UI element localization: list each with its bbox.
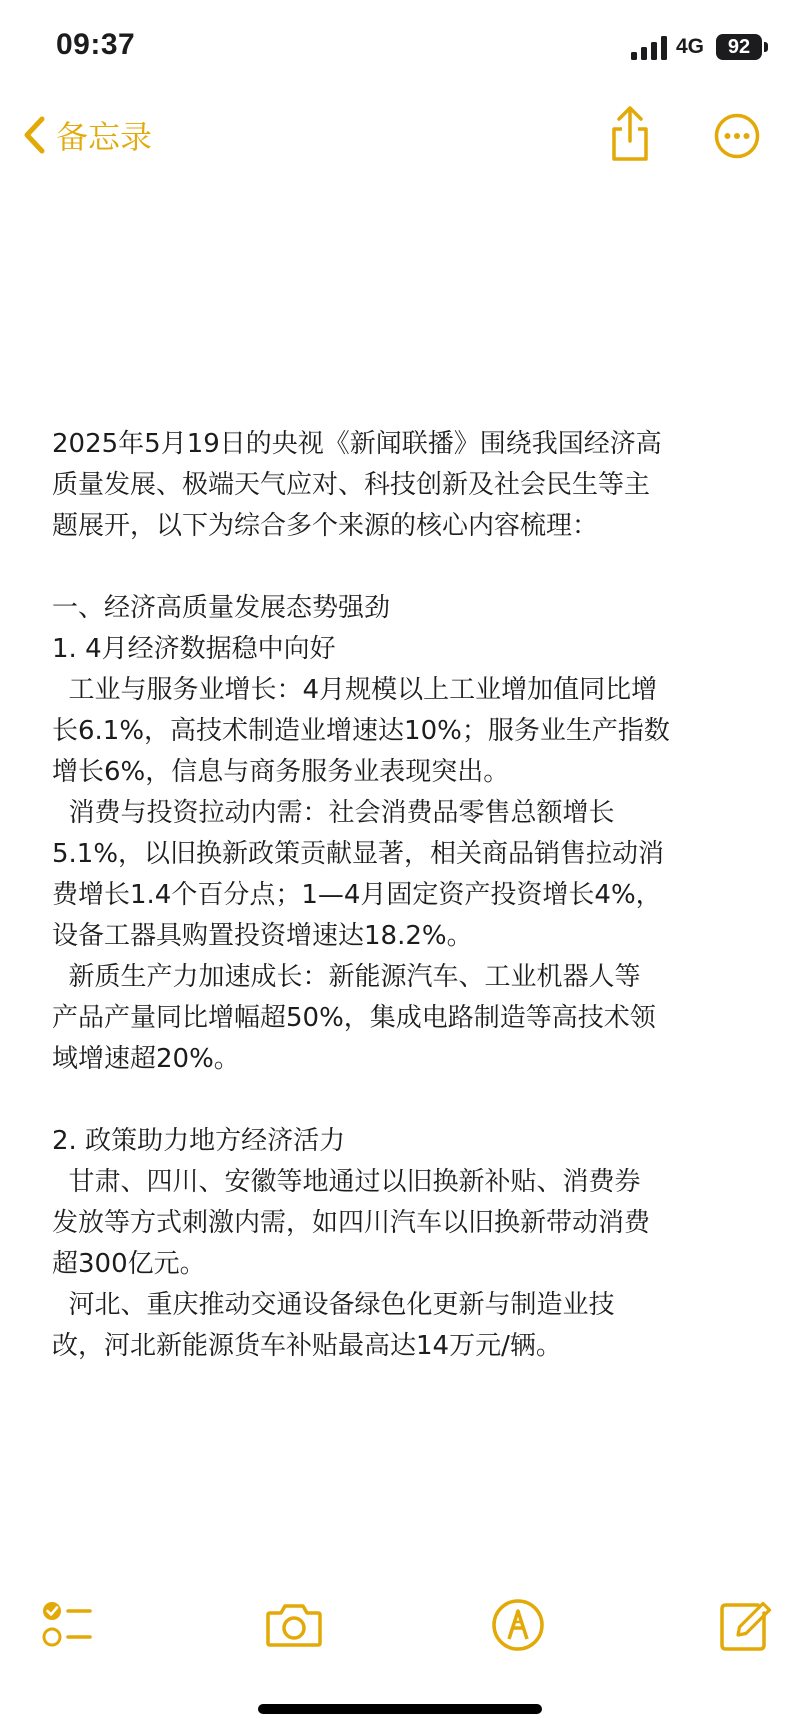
battery-cap	[764, 42, 768, 52]
note-line: 2025年5月19日的央视《新闻联播》围绕我国经济高	[52, 429, 662, 459]
status-bar	[0, 0, 800, 90]
note-line: 河北、重庆推动交通设备绿色化更新与制造业技	[52, 1290, 615, 1320]
camera-button[interactable]	[264, 1595, 324, 1655]
battery-icon	[716, 34, 762, 60]
ellipsis-circle-icon	[714, 113, 760, 159]
note-line: 甘肃、四川、安徽等地通过以旧换新补贴、消费券	[52, 1167, 641, 1197]
status-time: 09:37	[56, 28, 136, 61]
note-line: 消费与投资拉动内需：社会消费品零售总额增长	[52, 798, 615, 828]
share-button[interactable]	[606, 105, 654, 165]
cellular-signal-icon	[630, 36, 670, 60]
camera-icon	[264, 1595, 324, 1655]
compose-icon	[714, 1595, 774, 1655]
note-line: 质量发展、极端天气应对、科技创新及社会民生等主	[52, 470, 651, 500]
battery-level: 92	[727, 36, 751, 58]
share-icon	[606, 105, 654, 165]
note-body[interactable]	[52, 424, 752, 1367]
note-line: 设备工器具购置投资增速达18.2%。	[52, 921, 473, 951]
compose-button[interactable]	[714, 1595, 774, 1655]
nav-bar	[0, 95, 800, 175]
network-type: 4G	[676, 35, 705, 58]
note-line	[52, 1080, 752, 1121]
note-line: 长6.1%，高技术制造业增速达10%；服务业生产指数	[52, 716, 670, 746]
note-line: 一、经济高质量发展态势强劲	[52, 593, 391, 623]
back-button[interactable]	[22, 105, 152, 165]
back-label: 备忘录	[56, 118, 153, 156]
markup-pen-icon	[488, 1595, 548, 1655]
note-line: 5.1%，以旧换新政策贡献显著，相关商品销售拉动消	[52, 839, 665, 869]
chevron-left-icon	[22, 115, 46, 155]
checklist-button[interactable]	[38, 1595, 98, 1655]
more-button[interactable]	[714, 113, 760, 159]
note-line: 超300亿元。	[52, 1249, 206, 1279]
note-line: 改，河北新能源货车补贴最高达14万元/辆。	[52, 1331, 562, 1361]
note-line: 题展开，以下为综合多个来源的核心内容梳理：	[52, 511, 599, 541]
checklist-icon	[38, 1595, 98, 1655]
note-line: 工业与服务业增长：4月规模以上工业增加值同比增	[52, 675, 658, 705]
note-line: 产品产量同比增幅超50%，集成电路制造等高技术领	[52, 1003, 656, 1033]
note-line: 发放等方式刺激内需，如四川汽车以旧换新带动消费	[52, 1208, 651, 1238]
bottom-toolbar	[0, 1595, 800, 1655]
note-line: 增长6%，信息与商务服务业表现突出。	[52, 757, 510, 787]
note-line: 费增长1.4个百分点；1—4月固定资产投资增长4%，	[52, 880, 662, 910]
note-line: 1. 4月经济数据稳中向好	[52, 634, 336, 664]
note-line	[52, 547, 752, 588]
note-line: 域增速超20%。	[52, 1044, 240, 1074]
home-indicator	[258, 1704, 542, 1714]
markup-button[interactable]	[488, 1595, 548, 1655]
note-line: 2. 政策助力地方经济活力	[52, 1126, 346, 1156]
note-line: 新质生产力加速成长：新能源汽车、工业机器人等	[52, 962, 641, 992]
